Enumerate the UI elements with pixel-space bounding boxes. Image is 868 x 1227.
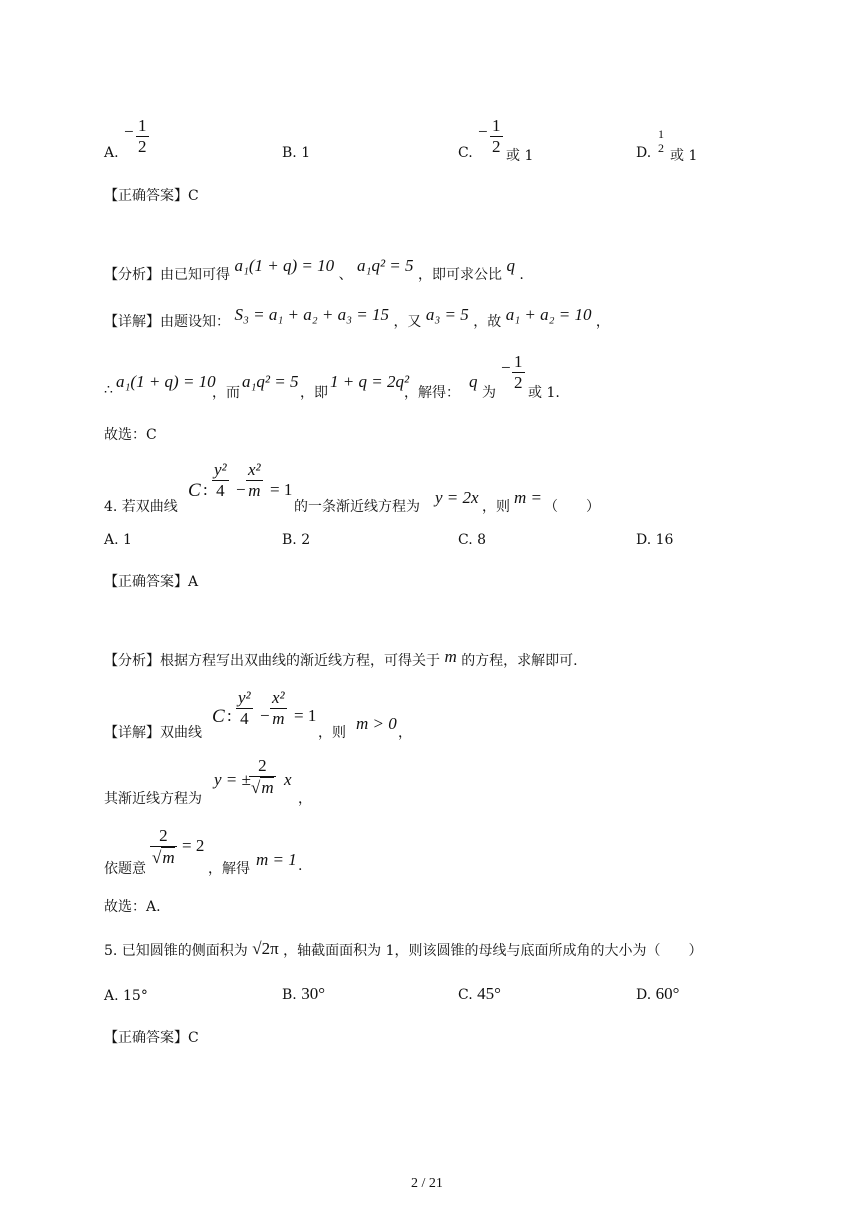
detail-prefix: 【详解】由题设知： bbox=[104, 314, 230, 330]
q4-option-d: D. 16 bbox=[636, 532, 674, 548]
period: . bbox=[519, 267, 524, 283]
q5-correct-answer: 【正确答案】C bbox=[104, 1030, 199, 1046]
option-suffix: 或 1 bbox=[506, 148, 534, 164]
fraction-x2-over-m bbox=[246, 460, 263, 500]
comma: ， bbox=[398, 725, 412, 741]
q5-option-a: A. 15° bbox=[104, 988, 148, 1004]
radicand: m bbox=[162, 847, 175, 867]
denominator: 4 bbox=[240, 708, 249, 728]
q4-option-a: A. 1 bbox=[104, 532, 132, 548]
q4-correct-answer: 【正确答案】A bbox=[104, 574, 199, 590]
connector: ，而 bbox=[212, 385, 240, 401]
equation: a₁ + a₂ = 10 bbox=[505, 305, 592, 324]
question-text: ，轴截面面积为 1，则该圆锥的母线与底面所成角的大小为（ ） bbox=[283, 943, 703, 959]
numerator: y² bbox=[238, 688, 251, 707]
variable: q bbox=[506, 256, 515, 275]
curve-name: C bbox=[188, 480, 201, 501]
option-value: 60° bbox=[655, 984, 680, 1003]
fraction-one-half bbox=[512, 352, 525, 392]
q3-option-b: B. 1 bbox=[282, 145, 311, 161]
minus-sign: − bbox=[501, 358, 511, 377]
minus-sign: − bbox=[478, 122, 488, 141]
q5-option-b bbox=[282, 984, 325, 1004]
minus-sign: − bbox=[124, 122, 134, 141]
q4-detail-3 bbox=[104, 826, 344, 876]
connector: ，故 bbox=[473, 314, 502, 330]
q3-analysis bbox=[104, 256, 524, 284]
fraction-2-over-sqrt-m: $\frac{2}{√m}$ bbox=[152, 826, 175, 867]
variable: q bbox=[469, 372, 478, 391]
q4-option-c: C. 8 bbox=[458, 532, 487, 548]
lateral-area-value: √2π bbox=[252, 939, 279, 958]
comma: ， bbox=[595, 314, 610, 330]
q3-detail-2 bbox=[104, 352, 664, 400]
detail-prefix: 【详解】双曲线 bbox=[104, 725, 202, 741]
denominator: 2 bbox=[658, 140, 664, 155]
denominator: 2 bbox=[514, 372, 523, 392]
connector: ，则 bbox=[318, 725, 346, 741]
radicand: m bbox=[261, 777, 274, 797]
option-label: A. bbox=[104, 145, 119, 161]
detail-prefix: 其渐近线方程为 bbox=[104, 791, 202, 807]
connector: ，即 bbox=[300, 385, 328, 401]
answer-paren: （ ） bbox=[544, 499, 600, 515]
analysis-suffix: 的方程，求解即可. bbox=[461, 653, 578, 669]
fraction-y2-over-4 bbox=[212, 460, 229, 500]
q4-stem: 4. 若双曲线 C : $\frac{\text{y²}}{4}$ − $\frac{\text{x²}}{m}$ = 1 的一条渐近线方程为 y = 2x ，则 m = （ ） bbox=[104, 460, 600, 515]
analysis-suffix: ，即可求公比 bbox=[417, 267, 502, 283]
numerator: x² bbox=[272, 688, 285, 707]
condition: m > 0 bbox=[356, 714, 397, 733]
stem-text: 的一条渐近线方程为 bbox=[294, 499, 420, 515]
denominator: m bbox=[272, 708, 285, 728]
asymptote-equation: y = 2x bbox=[435, 488, 479, 507]
option-label: C. bbox=[458, 987, 473, 1003]
comma: ， bbox=[298, 791, 312, 807]
numerator: 1 bbox=[658, 127, 664, 141]
numerator: 1 bbox=[514, 352, 523, 371]
numerator: x² bbox=[248, 460, 261, 479]
separator: 、 bbox=[338, 267, 353, 283]
q4-detail-2 bbox=[104, 756, 364, 806]
q4-choose: 故选：A. bbox=[104, 899, 161, 915]
q5-option-d bbox=[636, 984, 679, 1004]
option-value: 45° bbox=[477, 984, 501, 1003]
option-label: B. bbox=[282, 987, 297, 1003]
unknown-m: m = bbox=[514, 488, 542, 507]
numerator: 1 bbox=[138, 116, 147, 135]
numerator: 2 bbox=[150, 826, 177, 847]
equation-lhs: y = ± bbox=[214, 770, 251, 789]
equation: a₁q² = 5 bbox=[242, 372, 299, 391]
result: m = 1 bbox=[256, 850, 297, 869]
equation: 1 + q = 2q² bbox=[330, 372, 410, 391]
fraction-2-over-sqrt-m: $\frac{2}{√m}$ bbox=[251, 756, 274, 797]
stem-text: ，则 bbox=[482, 499, 510, 515]
question-text: 5. 已知圆锥的侧面积为 bbox=[104, 943, 248, 959]
q3-option-d bbox=[636, 128, 736, 164]
equals-one: = 1 bbox=[294, 706, 317, 725]
equals-one: = 1 bbox=[270, 480, 293, 499]
option-label: C. bbox=[458, 145, 473, 161]
fraction-one-half-small bbox=[656, 128, 666, 156]
q5-option-c bbox=[458, 984, 501, 1004]
option-value: 30° bbox=[301, 984, 326, 1003]
equation: a₁q² = 5 bbox=[357, 256, 414, 275]
analysis-prefix: 【分析】由已知可得 bbox=[104, 267, 230, 283]
q3-detail bbox=[104, 305, 610, 331]
q5-stem bbox=[104, 940, 703, 960]
question-number: 4. 若双曲线 bbox=[104, 499, 178, 515]
connector: 或 1. bbox=[528, 385, 560, 401]
q3-option-c bbox=[458, 116, 578, 164]
denominator: 4 bbox=[216, 480, 225, 500]
fraction-x2-over-m bbox=[270, 688, 287, 728]
page-number: 2 / 21 bbox=[411, 1176, 443, 1191]
q4-option-b: B. 2 bbox=[282, 532, 311, 548]
q3-choose: 故选：C bbox=[104, 427, 157, 443]
numerator: 1 bbox=[492, 116, 501, 135]
denominator: m bbox=[248, 480, 261, 500]
fraction-one-half bbox=[490, 116, 503, 156]
connector: ，又 bbox=[393, 314, 422, 330]
connector: ，解得： bbox=[404, 385, 460, 401]
detail-prefix: 依题意 bbox=[104, 861, 146, 877]
denominator: 2 bbox=[138, 136, 147, 156]
equation: a₁(1 + q) = 10 bbox=[116, 372, 216, 391]
equation: a₁(1 + q) = 10 bbox=[234, 256, 335, 275]
curve-name: C bbox=[212, 706, 225, 727]
connector: ，解得 bbox=[208, 861, 250, 877]
variable-x: x bbox=[284, 770, 292, 789]
numerator: y² bbox=[214, 460, 227, 479]
fraction-one-half bbox=[136, 116, 149, 156]
equation: S₃ = a₁ + a₂ + a₃ = 15 bbox=[234, 305, 389, 324]
variable: m bbox=[444, 647, 457, 666]
analysis-prefix: 【分析】根据方程写出双曲线的渐近线方程，可得关于 bbox=[104, 653, 440, 669]
q3-correct-answer: 【正确答案】C bbox=[104, 188, 199, 204]
option-suffix: 或 1 bbox=[670, 148, 698, 164]
option-label: D. bbox=[636, 987, 652, 1003]
therefore-symbol: ∴ bbox=[104, 382, 113, 398]
option-label: D. bbox=[636, 145, 652, 161]
period: . bbox=[298, 858, 303, 874]
q4-analysis bbox=[104, 647, 578, 670]
q4-detail: 【详解】双曲线 C : $\frac{\text{y²}}{4}$ − $\frac{\text{x²}}{m}$ = 1 ，则 m > 0 ， bbox=[104, 688, 412, 741]
denominator: 2 bbox=[492, 136, 501, 156]
equation: a₃ = 5 bbox=[425, 305, 469, 324]
equals-two: = 2 bbox=[182, 836, 205, 855]
fraction-y2-over-4 bbox=[236, 688, 253, 728]
numerator: 2 bbox=[249, 756, 276, 777]
connector: 为 bbox=[482, 385, 496, 401]
